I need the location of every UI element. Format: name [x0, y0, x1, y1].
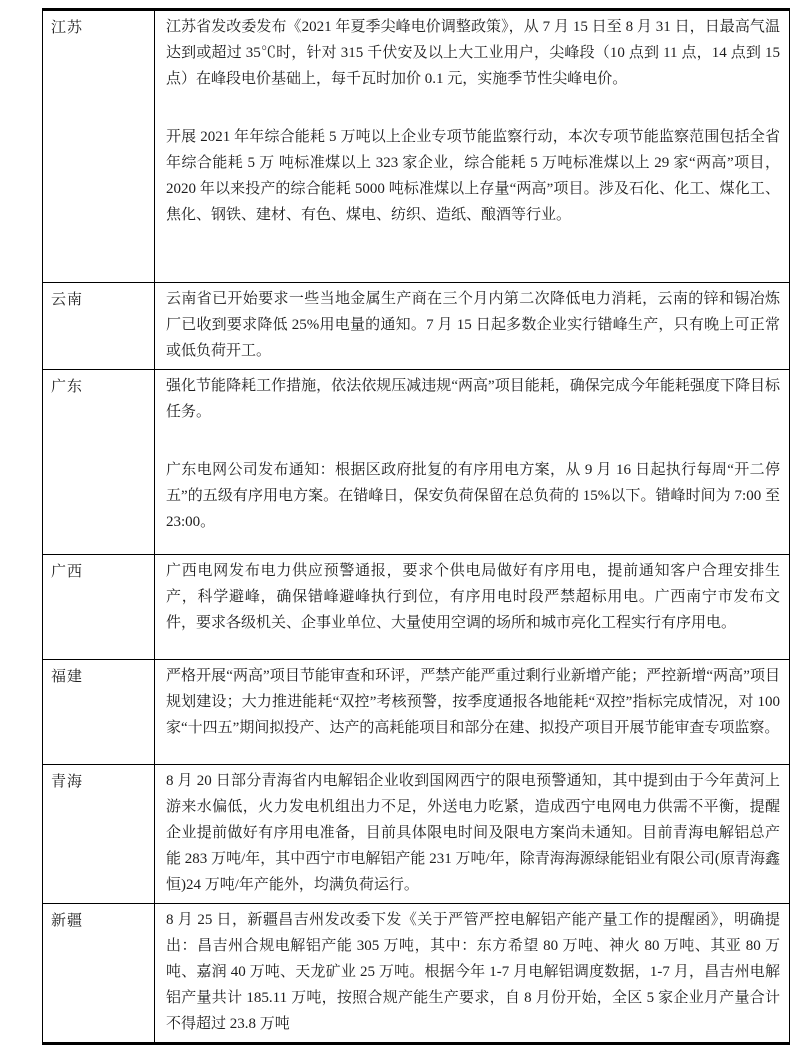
policy-paragraph: 广西电网发布电力供应预警通报，要求个供电局做好有序用电，提前通知客户合理安排生产，科学避峰，确保错峰避峰执行到位，有序用电时段严禁超标用电。广西南宁市发布文件，要求各级机关、企事业单位、大量使用空调的场所和城市亮化工程实行有序用电。 [166, 563, 780, 631]
policy-cell [155, 660, 790, 765]
policy-paragraph: 开展 2021 年年综合能耗 5 万吨以上企业专项节能监察行动，本次专项节能监察范围包括全省年综合能耗 5 万 吨标准煤以上 323 家企业，综合能耗 5 万吨标准煤以上 29 家“两高”项目，2020 年以来投产的综合能耗 5000 吨标准煤以上存量“两高”项目。涉及石化、化工、煤化工、焦化、钢铁、建材、有色、煤电、纺织、造纸、酿酒等行业。 [166, 129, 780, 223]
table-row-jiangsu [43, 10, 790, 283]
policy-paragraph: 严格开展“两高”项目节能审查和环评，严禁产能严重过剩行业新增产能；严控新增“两高”项目规划建设；大力推进能耗“双控”考核预警，按季度通报各地能耗“双控”指标完成情况，对 100 家“十四五”期间拟投产、达产的高耗能项目和部分在建、拟投产项目开展节能审查专项监察。 [166, 668, 780, 736]
policy-paragraph: 8 月 20 日部分青海省内电解铝企业收到国网西宁的限电预警通知，其中提到由于今年黄河上游来水偏低，火力发电机组出力不足，外送电力吃紧，造成西宁电网电力供需不平衡，提醒企业提前做好有序用电准备，目前具体限电时间及限电方案尚未通知。目前青海电解铝总产能 283 万吨/年，其中西宁市电解铝产能 231 万吨/年，除青海海源绿能铝业有限公司(原青海鑫恒)24 万吨/年产能外，均满负荷运行。 [166, 773, 780, 893]
policy-paragraph: 强化节能降耗工作措施，依法依规压减违规“两高”项目能耗，确保完成今年能耗强度下降目标任务。 [166, 378, 780, 420]
table-row-xinjiang [43, 904, 790, 1044]
policy-cell [155, 10, 790, 283]
table-row-guangdong [43, 370, 790, 555]
table-row-qinghai [43, 765, 790, 904]
policy-cell [155, 904, 790, 1044]
policy-cell [155, 370, 790, 555]
policy-paragraph: 8 月 25 日，新疆昌吉州发改委下发《关于严管严控电解铝产能产量工作的提醒函》，明确提出：昌吉州合规电解铝产能 305 万吨，其中：东方希望 80 万吨、神火 80 万吨、其亚 80 万吨、嘉润 40 万吨、天龙矿业 25 万吨。根据今年 1-7 月电解铝调度数据，1-7 月，昌吉州电解铝产量共计 185.11 万吨，按照合规产能生产要求，自 8 月份开始，全区 5 家企业月产量合计不得超过 23.8 万吨 [166, 912, 780, 1032]
policy-table [42, 8, 790, 1045]
policy-paragraph: 江苏省发改委发布《2021 年夏季尖峰电价调整政策》，从 7 月 15 日至 8 月 31 日，日最高气温达到或超过 35℃时，针对 315 千伏安及以上大工业用户，尖峰段（10 点到 11 点，14 点到 15 点）在峰段电价基础上，每千瓦时加价 0.1 元，实施季节性尖峰电价。 [166, 19, 780, 87]
policy-cell [155, 555, 790, 660]
policy-cell [155, 283, 790, 370]
province-cell: 广西 [43, 555, 155, 660]
province-cell: 江苏 [43, 10, 155, 283]
table-row-yunnan [43, 283, 790, 370]
table-row-guangxi [43, 555, 790, 660]
policy-paragraph: 云南省已开始要求一些当地金属生产商在三个月内第二次降低电力消耗，云南的锌和锡冶炼厂已收到要求降低 25%用电量的通知。7 月 15 日起多数企业实行错峰生产，只有晚上可正常或低负荷开工。 [166, 291, 780, 359]
province-cell: 福建 [43, 660, 155, 765]
province-cell: 青海 [43, 765, 155, 904]
province-cell: 云南 [43, 283, 155, 370]
policy-paragraph: 广东电网公司发布通知：根据区政府批复的有序用电方案，从 9 月 16 日起执行每周“开二停五”的五级有序用电方案。在错峰日，保安负荷保留在总负荷的 15%以下。错峰时间为 7:00 至 23:00。 [166, 462, 780, 530]
table-row-fujian [43, 660, 790, 765]
province-cell: 新疆 [43, 904, 155, 1044]
policy-cell [155, 765, 790, 904]
province-cell: 广东 [43, 370, 155, 555]
